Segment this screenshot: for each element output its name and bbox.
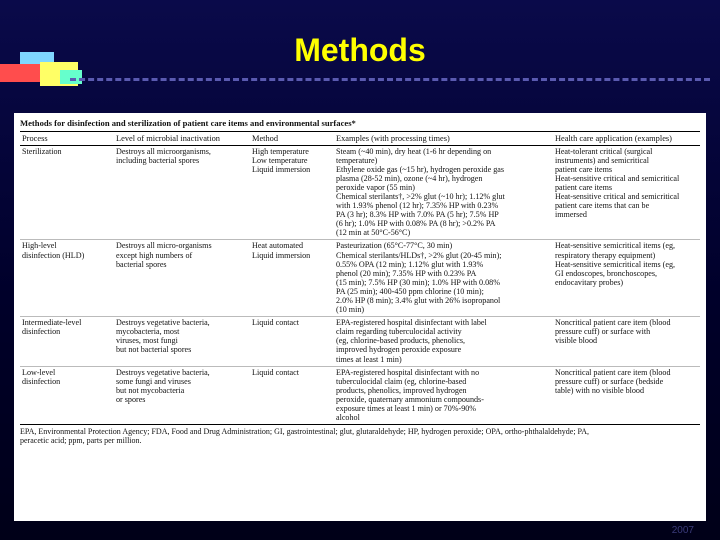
cell-line: Heat-sensitive critical and semicritical [555, 173, 680, 183]
cell-line: visible blood [555, 336, 598, 346]
cell-line: mycobacteria, most [116, 327, 180, 337]
cell-method [250, 145, 334, 240]
header-application: Health care application (examples) [553, 132, 700, 146]
cell-line: Sterilization [22, 146, 62, 156]
header-method: Method [250, 132, 334, 146]
cell-line: times at least 1 min) [336, 354, 402, 364]
table-row [20, 240, 700, 317]
cell-process [20, 240, 114, 317]
cell-line: patient care items [555, 182, 613, 192]
cell-line: GI endoscopes, bronchoscopes, [555, 268, 658, 278]
cell-line: viruses, most fungi [116, 336, 178, 346]
cell-line: (12 min at 50°C-56°C) [336, 228, 411, 238]
cell-line: alcohol [336, 413, 360, 423]
cell-line: but not bacterial spores [116, 345, 192, 355]
cell-line: 2.0% HP (8 min); 3.4% glut with 26% isopropanol [336, 296, 501, 305]
cell-application [553, 317, 700, 366]
cell-line: tuberculocidal claim (eg, chlorine-based [336, 376, 467, 386]
header-level: Level of microbial inactivation [114, 132, 250, 146]
cell-examples [334, 145, 553, 240]
cell-examples [334, 366, 553, 425]
cell-method [250, 366, 334, 425]
cell-line: (10 min) [336, 305, 365, 315]
cell-line: Noncritical patient care item (blood [555, 318, 671, 328]
cell-level [114, 240, 250, 317]
cell-line: products, phenolics, improved hydrogen [336, 385, 467, 395]
cell-line: improved hydrogen peroxide exposure [336, 345, 462, 355]
cell-line: Intermediate-level [22, 318, 82, 328]
cell-line: Destroys all microorganisms, [116, 146, 211, 156]
cell-application [553, 366, 700, 425]
cell-line: table) with no visible blood [555, 385, 645, 395]
cell-line: immersed [555, 210, 587, 220]
cell-process [20, 317, 114, 366]
table-row [20, 145, 700, 240]
cell-line: instruments) and semicritical [555, 155, 649, 165]
cell-line: Low-level [22, 367, 56, 377]
cell-line: Liquid immersion [252, 250, 311, 260]
cell-process [20, 145, 114, 240]
cell-line: High temperature [252, 146, 309, 156]
cell-line: Chemical sterilants†, >2% glut (~10 hr); 1.12% glut [336, 191, 505, 201]
cell-line: Heat-tolerant critical (surgical [555, 146, 653, 156]
cell-line: Steam (~40 min), dry heat (1-6 hr depending on [336, 146, 492, 156]
cell-examples [334, 317, 553, 366]
table-panel [14, 113, 706, 521]
header-examples: Examples (with processing times) [334, 132, 553, 146]
cell-line: pressure cuff) or surface (bedside [555, 376, 664, 386]
header-process: Process [20, 132, 114, 146]
methods-table [20, 131, 700, 425]
cell-line: or spores [116, 394, 146, 404]
cell-line: Heat-sensitive semicritical items (eg, [555, 241, 676, 251]
cell-line: Liquid contact [252, 367, 299, 377]
cell-process [20, 366, 114, 425]
footnote-line: EPA, Environmental Protection Agency; FDA, Food and Drug Administration; GI, gastrointestinal; glut, glutaraldehyde; HP, hydrogen peroxide; OPA, ortho-phthalaldehyde; PA, [20, 427, 590, 437]
cell-line: exposure times at least 1 min) or 70%-90% [336, 404, 477, 414]
cell-line: PA (25 min); 400-450 ppm chlorine (10 min); [336, 286, 484, 296]
cell-line: with 1.93% phenol (12 hr); 7.35% HP with 0.23% [336, 201, 499, 211]
cell-line: endocavitary probes) [555, 277, 624, 287]
cell-application [553, 240, 700, 317]
cell-line: (6 hr); 1.0% HP with 0.08% PA (8 hr); >0.2% PA [336, 219, 496, 229]
cell-level [114, 366, 250, 425]
cell-line: Chemical sterilants/HLDs†, >2% glut (20-45 min); [336, 250, 502, 260]
cell-line: pressure cuff) or surface with [555, 327, 651, 337]
cell-line: including bacterial spores [116, 155, 200, 165]
slide-title: Methods [294, 32, 426, 68]
cell-line: 0.55% OPA (12 min); 1.12% glut with 1.93% [336, 259, 484, 269]
cell-line: except high numbers of [116, 250, 193, 260]
cell-line: temperature) [336, 155, 378, 165]
cell-line: phenol (20 min); 7.35% HP with 0.23% PA [336, 268, 477, 278]
cell-line: Heat automated [252, 241, 304, 251]
cell-line: Destroys all micro-organisms [116, 241, 212, 251]
cell-line: High-level [22, 241, 57, 251]
cell-line: (15 min); 7.5% HP (30 min); 1.0% HP with 0.08% [336, 277, 500, 287]
cell-line: peroxide vapor (55 min) [336, 182, 415, 192]
table-footnote [20, 427, 700, 445]
cell-level [114, 317, 250, 366]
cell-line: peroxide, quaternary ammonium compounds- [336, 394, 484, 404]
table-row [20, 317, 700, 366]
cell-level [114, 145, 250, 240]
cell-line: (eg, chlorine-based products, phenolics, [336, 336, 466, 346]
cell-line: PA (3 hr); 8.3% HP with 7.0% PA (5 hr); 7.5% HP [336, 210, 499, 220]
cell-line: EPA-registered hospital disinfectant with no [336, 367, 480, 377]
cell-line: some fungi and viruses [116, 376, 191, 386]
cell-line: Heat-sensitive semicritical items (eg, [555, 259, 676, 269]
cell-examples [334, 240, 553, 317]
cell-line: Low temperature [252, 155, 308, 165]
decor-square-green [60, 70, 82, 84]
cell-line: disinfection [22, 327, 61, 337]
cell-line: Pasteurization (65°C-77°C, 30 min) [336, 241, 453, 251]
cell-line: respiratory therapy equipment) [555, 250, 656, 260]
table-header-row [20, 132, 700, 146]
table-row [20, 366, 700, 425]
cell-line: Ethylene oxide gas (~15 hr), hydrogen peroxide gas [336, 164, 505, 174]
cell-line: Noncritical patient care item (blood [555, 367, 671, 377]
footnote-line: peracetic acid; ppm, parts per million. [20, 436, 142, 446]
cell-line: disinfection (HLD) [22, 250, 85, 260]
cell-method [250, 317, 334, 366]
cell-method [250, 240, 334, 317]
cell-line: but not mycobacteria [116, 385, 185, 395]
table-caption: Methods for disinfection and sterilization of patient care items and environmental surfaces* [20, 118, 356, 128]
slide-year: 2007 [671, 525, 694, 536]
cell-line: Heat-sensitive critical and semicritical [555, 191, 680, 201]
cell-line: bacterial spores [116, 259, 167, 269]
cell-line: patient care items [555, 164, 613, 174]
cell-line: Destroys vegetative bacteria, [116, 367, 210, 377]
cell-line: EPA-registered hospital disinfectant with label [336, 318, 487, 328]
cell-line: Liquid contact [252, 318, 299, 328]
cell-line: disinfection [22, 376, 61, 386]
cell-line: plasma (28-52 min), ozone (~4 hr), hydrogen [336, 173, 483, 183]
cell-line: Liquid immersion [252, 164, 311, 174]
cell-line: Destroys vegetative bacteria, [116, 318, 210, 328]
title-underline [70, 78, 710, 81]
cell-application [553, 145, 700, 240]
cell-line: patient care items that can be [555, 201, 650, 211]
cell-line: claim regarding tuberculocidal activity [336, 327, 462, 337]
